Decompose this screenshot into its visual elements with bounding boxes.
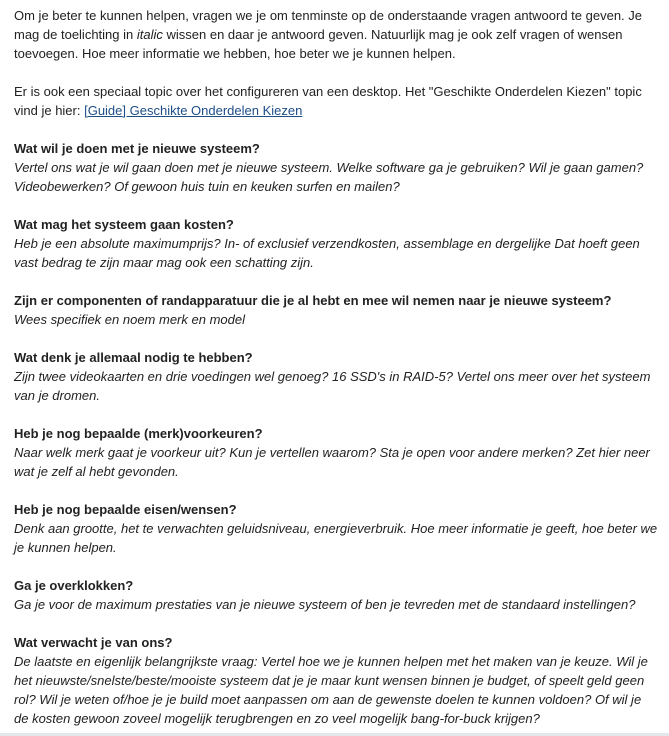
question-title: Zijn er componenten of randapparatuur die je al hebt en mee wil nemen naar je nieuwe systeem?: [14, 293, 612, 308]
question-hint: Ga je voor de maximum prestaties van je nieuwe systeem of ben je tevreden met de standaard instellingen?: [14, 597, 636, 612]
question-title: Heb je nog bepaalde eisen/wensen?: [14, 502, 237, 517]
question-section: [14, 576, 659, 614]
intro-paragraph: [14, 6, 659, 63]
question-hint: De laatste en eigenlijk belangrijkste vraag: Vertel hoe we je kunnen helpen met het maken van je keuze. Wil je het nieuwste/snelste/beste/mooiste systeem dat je je maar kunt wensen binnen je budget, of speelt geld geen rol? Wil je weten of/hoe je je build moet aanpassen om aan de gewenste doelen te kunnen voldoen? Of wil je de kosten gewoon zoveel mogelijk terugbrengen en zo veel mogelijk bang-for-buck krijgen?: [14, 654, 648, 726]
question-title: Ga je overklokken?: [14, 578, 134, 593]
question-title: Heb je nog bepaalde (merk)voorkeuren?: [14, 426, 263, 441]
question-section: [14, 633, 659, 728]
question-hint: Wees specifiek en noem merk en model: [14, 312, 245, 327]
question-title: Wat mag het systeem gaan kosten?: [14, 217, 234, 232]
intro-italic-word: italic: [136, 27, 163, 42]
question-section: [14, 291, 659, 329]
question-title: Wat denk je allemaal nodig te hebben?: [14, 350, 253, 365]
question-section: [14, 139, 659, 196]
guide-text: Er is ook een speciaal topic over het configureren van een desktop. Het "Geschikte Onderdelen Kiezen" topic vind je hier:: [14, 84, 642, 118]
question-section: [14, 348, 659, 405]
question-hint: Denk aan grootte, het te verwachten geluidsniveau, energieverbruik. Hoe meer informatie je geeft, hoe beter we je kunnen helpen.: [14, 521, 658, 555]
question-hint: Vertel ons wat je wil gaan doen met je nieuwe systeem. Welke software ga je gebruiken? Wil je gaan gamen? Videobewerken? Of gewoon huis tuin en keuken surfen en mailen?: [14, 160, 644, 194]
intro-text-end: wissen en daar je antwoord geven. Natuurlijk mag je ook zelf vragen of wensen toevoegen. Hoe meer informatie we hebben, hoe beter we je kunnen helpen.: [14, 27, 623, 61]
question-title: Wat verwacht je van ons?: [14, 635, 173, 650]
question-hint: Zijn twee videokaarten en drie voedingen wel genoeg? 16 SSD's in RAID-5? Vertel ons meer over het systeem van je dromen.: [14, 369, 651, 403]
question-section: [14, 424, 659, 481]
intro-text-start: Om je beter te kunnen helpen, vragen we je om tenminste op de onderstaande vragen antwoord te geven. Je mag de toelichting in: [14, 8, 643, 42]
guide-paragraph: [14, 82, 659, 120]
question-title: Wat wil je doen met je nieuwe systeem?: [14, 141, 260, 156]
question-section: [14, 215, 659, 272]
guide-link[interactable]: [Guide] Geschikte Onderdelen Kiezen: [84, 103, 303, 118]
question-hint: Heb je een absolute maximumprijs? In- of exclusief verzendkosten, assemblage en dergelijke Dat hoeft geen vast bedrag te zijn maar mag ook een schatting zijn.: [14, 236, 640, 270]
question-hint: Naar welk merk gaat je voorkeur uit? Kun je vertellen waarom? Sta je open voor andere merken? Zet hier neer wat je zelf al hebt gevonden.: [14, 445, 650, 479]
question-section: [14, 500, 659, 557]
